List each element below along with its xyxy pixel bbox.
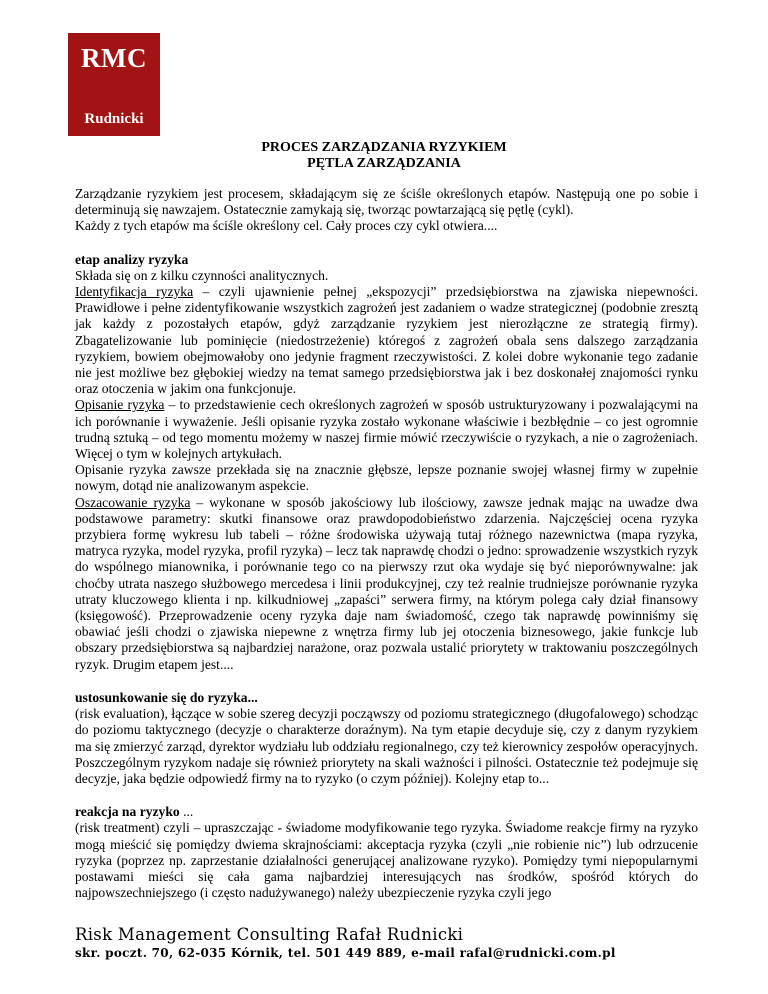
identification-paragraph (75, 284, 698, 397)
footer-address: skr. poczt. 70, 62-035 Kórnik, tel. 501 449 889, e-mail rafal@rudnicki.com.pl (75, 946, 616, 960)
intro-paragraph-2: Każdy z tych etapów ma ściśle określony cel. Cały proces czy cykl otwiera.... (75, 218, 498, 234)
estimation-term: Oszacowanie ryzyka (75, 494, 191, 510)
estimation-text: – wykonane w sposób jakościowy lub ilościowy, zawsze jednak mając na uwadze dwa podstawowe parametry: skutki finansowe oraz prawdopodobieństwo zdarzenia. Najczęściej ocena ryzyka przybiera formę wykresu lub tabeli – różne środowiska używają tutaj różnego nazewnictwa (mapa ryzyka, matryca ryzyka, model ryzyka, profil ryzyka) – lecz tak naprawdę chodzi o jedno: sprowadzenie wszystkich ryzyk do wspólnego mianownika, i porównanie tego co na pierwszy rzut oka wydaje się być nieporównywalne: jak choćby utrata naszego służbowego mercedesa i linii produkcyjnej, czy też realnie trudniejsze porównanie ryzyka utraty kluczowego klienta i np. kilkudniowej „zapaści” serwera firmy, na którym polega cały dział finansowy (księgowość). Przeprowadzenie oceny ryzyka daje nam świadomość, czego tak naprawdę powinniśmy się obawiać jeśli chodzi o zjawiska niepewne z wnętrza firmy lub jej otoczenia biznesowego, jakie funkcje lub obszary przedsiębiorstwa są najbardziej narażone, oraz pozwala ustalić priorytety w traktowaniu poszczególnych ryzyk. Drugim etapem jest.... (75, 494, 698, 672)
document-body (75, 186, 698, 901)
logo-rudnicki-text: Rudnicki (84, 111, 144, 127)
description-paragraph (75, 397, 698, 462)
section-analysis-heading: etap analizy ryzyka (75, 251, 189, 267)
section-analysis-lead: Składa się on z kilku czynności analitycznych. (75, 267, 329, 283)
logo-rmc-text: RMC (81, 43, 147, 73)
document-subtitle: PĘTLA ZARZĄDZANIA (307, 156, 461, 171)
section-treatment-heading: reakcja na ryzyko (75, 804, 180, 820)
description-text: – to przedstawienie cech określonych zagrożeń w sposób ustrukturyzowany i pozwalającymi na ich porównanie i wyważenie. Jeśli opisanie ryzyka zostało wykonane właściwie i bezbłędnie – co jest ogromnie trudną sztuką – od tego momentu możemy w naszej firmie mówić rzeczywiście o ryzykach, a nie o zagrożeniach. Więcej o tym w kolejnych artykułach. (75, 397, 698, 462)
section-evaluation-text: (risk evaluation), łączące w sobie szereg decyzji począwszy od poziomu strategicznego (długofalowego) schodząc do poziomu taktycznego (decyzje o charakterze doraźnym). Na tym etapie decyduje się, czy z danym ryzykiem ma się zmierzyć zarząd, dyrektor wydziału lub oddziału regionalnego, czy też kierownicy zespołów operacyjnych. Poszczególnym ryzykom nadaje się również priorytety na skali ważności i pilności. Ostatecznie też podejmuje się decyzje, jaka będzie odpowiedź firmy na to ryzyko (o czym później). Kolejny etap to... (75, 706, 698, 786)
identification-term: Identyfikacja ryzyka (75, 284, 194, 300)
description-more-paragraph: Opisanie ryzyka zawsze przekłada się na znacznie głębsze, lepsze poznanie swojej własnej firmy w zupełnie nowym, dotąd nie analizowanym aspekcie. (75, 462, 698, 494)
description-term: Opisanie ryzyka (75, 397, 165, 413)
section-evaluation-heading: ustosunkowanie się do ryzyka... (75, 689, 258, 705)
section-treatment-heading-tail: ... (179, 804, 194, 820)
footer-company-name: Risk Management Consulting Rafał Rudnicki (75, 925, 464, 944)
estimation-paragraph (75, 495, 698, 673)
section-treatment-heading-line (75, 804, 698, 820)
intro-paragraph-1: Zarządzanie ryzykiem jest procesem, składającym się ze ściśle określonych etapów. Następują one po sobie i determinują się nawzajem. Ostatecznie zamykają się, tworząc powtarzającą się pętlę (cykl). (75, 186, 698, 218)
identification-text: – czyli ujawnienie pełnej „ekspozycji” przedsiębiorstwa na zjawiska niepewności. Prawidłowe i pełne zidentyfikowanie wszystkich zagrożeń jest zadaniem o wadze strategicznej (podobnie zresztą jak każdy z pozostałych etapów, gdyż zarządzanie ryzykiem jest nierozłączne ze strategią firmy). Zbagatelizowanie lub pominięcie (niedostrzeżenie) któregoś z zagrożeń obala sens dalszego zarządzania ryzykiem, bowiem obejmowałoby ono jedynie fragment rzeczywistości. Z kolei dobre wykonanie tego zadanie nie jest możliwe bez głębokiej wiedzy na temat samego przedsiębiorstwa jak i bez doskonałej znajomości rynku oraz otoczenia w jakim ona funkcjonuje. (75, 284, 698, 397)
company-logo (68, 33, 160, 136)
document-title: PROCES ZARZĄDZANIA RYZYKIEM (261, 140, 507, 155)
section-treatment-text: (risk treatment) czyli – upraszczając - świadome modyfikowanie tego ryzyka. Świadome reakcje firmy na ryzyko mogą mieścić się pomiędzy dwiema skrajnościami: akceptacja ryzyka (czyli „nie robienie nic”) lub odrzucenie ryzyka (poprzez np. zaprzestanie działalności generującej analizowane ryzyko). Pomiędzy tymi niepopularnymi postawami mieści się cała gama najbardziej interesujących nas środków, spośród których do najpowszechniejszego (i często nadużywanego) należy ubezpieczenie ryzyka czyli jego (75, 820, 698, 901)
